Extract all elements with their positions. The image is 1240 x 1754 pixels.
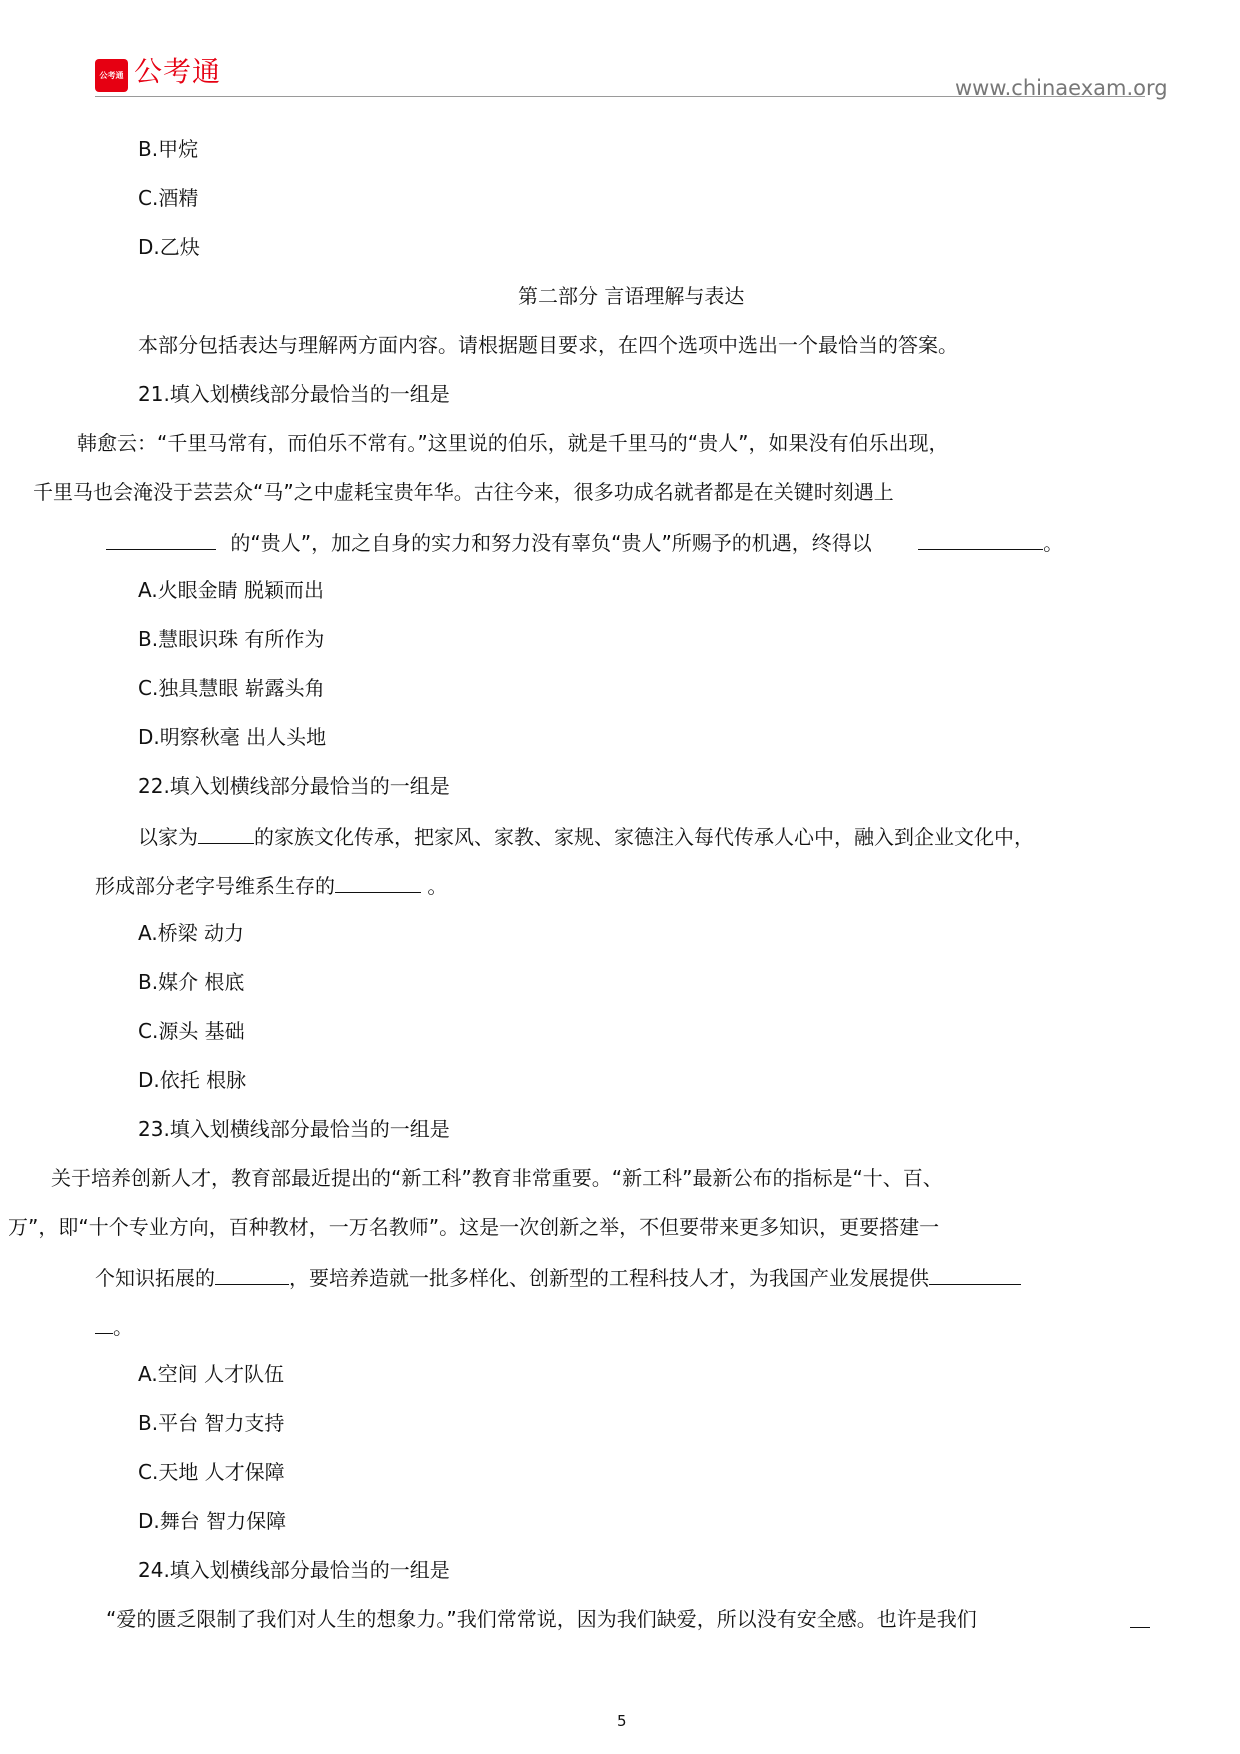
question-23-prompt: 23.填入划横线部分最恰当的一组是 — [138, 1117, 450, 1141]
question-23-text-line3 — [95, 1266, 1021, 1288]
logo-text: 公考通 — [134, 55, 222, 88]
q23-option-d: D.舞台 智力保障 — [138, 1509, 287, 1533]
section-title: 第二部分 言语理解与表达 — [518, 284, 745, 308]
blank-2 — [918, 531, 1043, 550]
q21-option-a: A.火眼金睛 脱颖而出 — [138, 578, 325, 602]
option-d: D.乙炔 — [138, 235, 200, 259]
q23-line3-mid: ，要培养造就一批多样化、创新型的工程科技人才，为我国产业发展提供 — [289, 1266, 929, 1290]
question-21-prompt: 21.填入划横线部分最恰当的一组是 — [138, 382, 450, 406]
blank-2 — [335, 874, 421, 893]
question-21-text-line3-mid: 的“贵人”，加之自身的实力和努力没有辜负“贵人”所赐予的机遇，终得以 — [230, 531, 872, 555]
blank-2-continued — [95, 1315, 113, 1334]
q22-line2-end: 。 — [421, 874, 448, 898]
question-23-text-line2: 万”，即“十个专业方向，百种教材，一万名教师”。这是一次创新之举，不但要带来更多知识，更要搭建一 — [8, 1215, 940, 1239]
blank-1 — [106, 531, 216, 550]
blank-1 — [215, 1266, 289, 1285]
q22-line2-start: 形成部分老字号维系生存的 — [95, 874, 335, 898]
q21-option-d: D.明察秋毫 出人头地 — [138, 725, 327, 749]
q23-option-a: A.空间 人才队伍 — [138, 1362, 285, 1386]
question-23-text-line1: 关于培养创新人才，教育部最近提出的“新工科”教育非常重要。“新工科”最新公布的指标是“十、百、 — [51, 1166, 943, 1190]
question-24-blank — [1130, 1609, 1150, 1631]
logo-badge: 公考通 — [95, 59, 128, 92]
section-intro: 本部分包括表达与理解两方面内容。请根据题目要求，在四个选项中选出一个最恰当的答案。 — [138, 333, 958, 357]
q22-line1-start: 以家为 — [138, 825, 198, 849]
question-22-prompt: 22.填入划横线部分最恰当的一组是 — [138, 774, 450, 798]
question-24-prompt: 24.填入划横线部分最恰当的一组是 — [138, 1558, 450, 1582]
q21-option-c: C.独具慧眼 崭露头角 — [138, 676, 325, 700]
q23-line3-start: 个知识拓展的 — [95, 1266, 215, 1290]
q23-line4-end: 。 — [113, 1315, 133, 1339]
question-21-text-line3 — [106, 531, 1063, 553]
q21-option-b: B.慧眼识珠 有所作为 — [138, 627, 325, 651]
question-21-end: 。 — [1043, 531, 1064, 555]
q22-option-c: C.源头 基础 — [138, 1019, 245, 1043]
question-23-text-line4 — [95, 1315, 133, 1337]
option-b: B.甲烷 — [138, 137, 199, 161]
site-url[interactable]: www.chinaexam.org — [955, 76, 1168, 100]
q22-line1-end: 的家族文化传承，把家风、家教、家规、家德注入每代传承人心中，融入到企业文化中， — [254, 825, 1034, 849]
q22-option-a: A.桥梁 动力 — [138, 921, 245, 945]
q22-option-d: D.依托 根脉 — [138, 1068, 247, 1092]
blank-2 — [929, 1266, 1021, 1285]
page-number: 5 — [617, 1712, 627, 1730]
q22-option-b: B.媒介 根底 — [138, 970, 245, 994]
option-c: C.酒精 — [138, 186, 199, 210]
q23-option-c: C.天地 人才保障 — [138, 1460, 285, 1484]
question-24-text-line1: “爱的匮乏限制了我们对人生的想象力。”我们常常说，因为我们缺爱，所以没有安全感。也许是我们 — [106, 1607, 977, 1631]
question-21-text-line1: 韩愈云：“千里马常有，而伯乐不常有。”这里说的伯乐，就是千里马的“贵人”，如果没有伯乐出现， — [77, 431, 949, 455]
question-22-text-line1 — [138, 825, 1034, 847]
question-22-text-line2 — [95, 874, 447, 896]
q23-option-b: B.平台 智力支持 — [138, 1411, 285, 1435]
blank-1 — [198, 825, 254, 844]
question-21-text-line2: 千里马也会淹没于芸芸众“马”之中虚耗宝贵年华。古往今来，很多功成名就者都是在关键时刻遇上 — [33, 480, 894, 504]
